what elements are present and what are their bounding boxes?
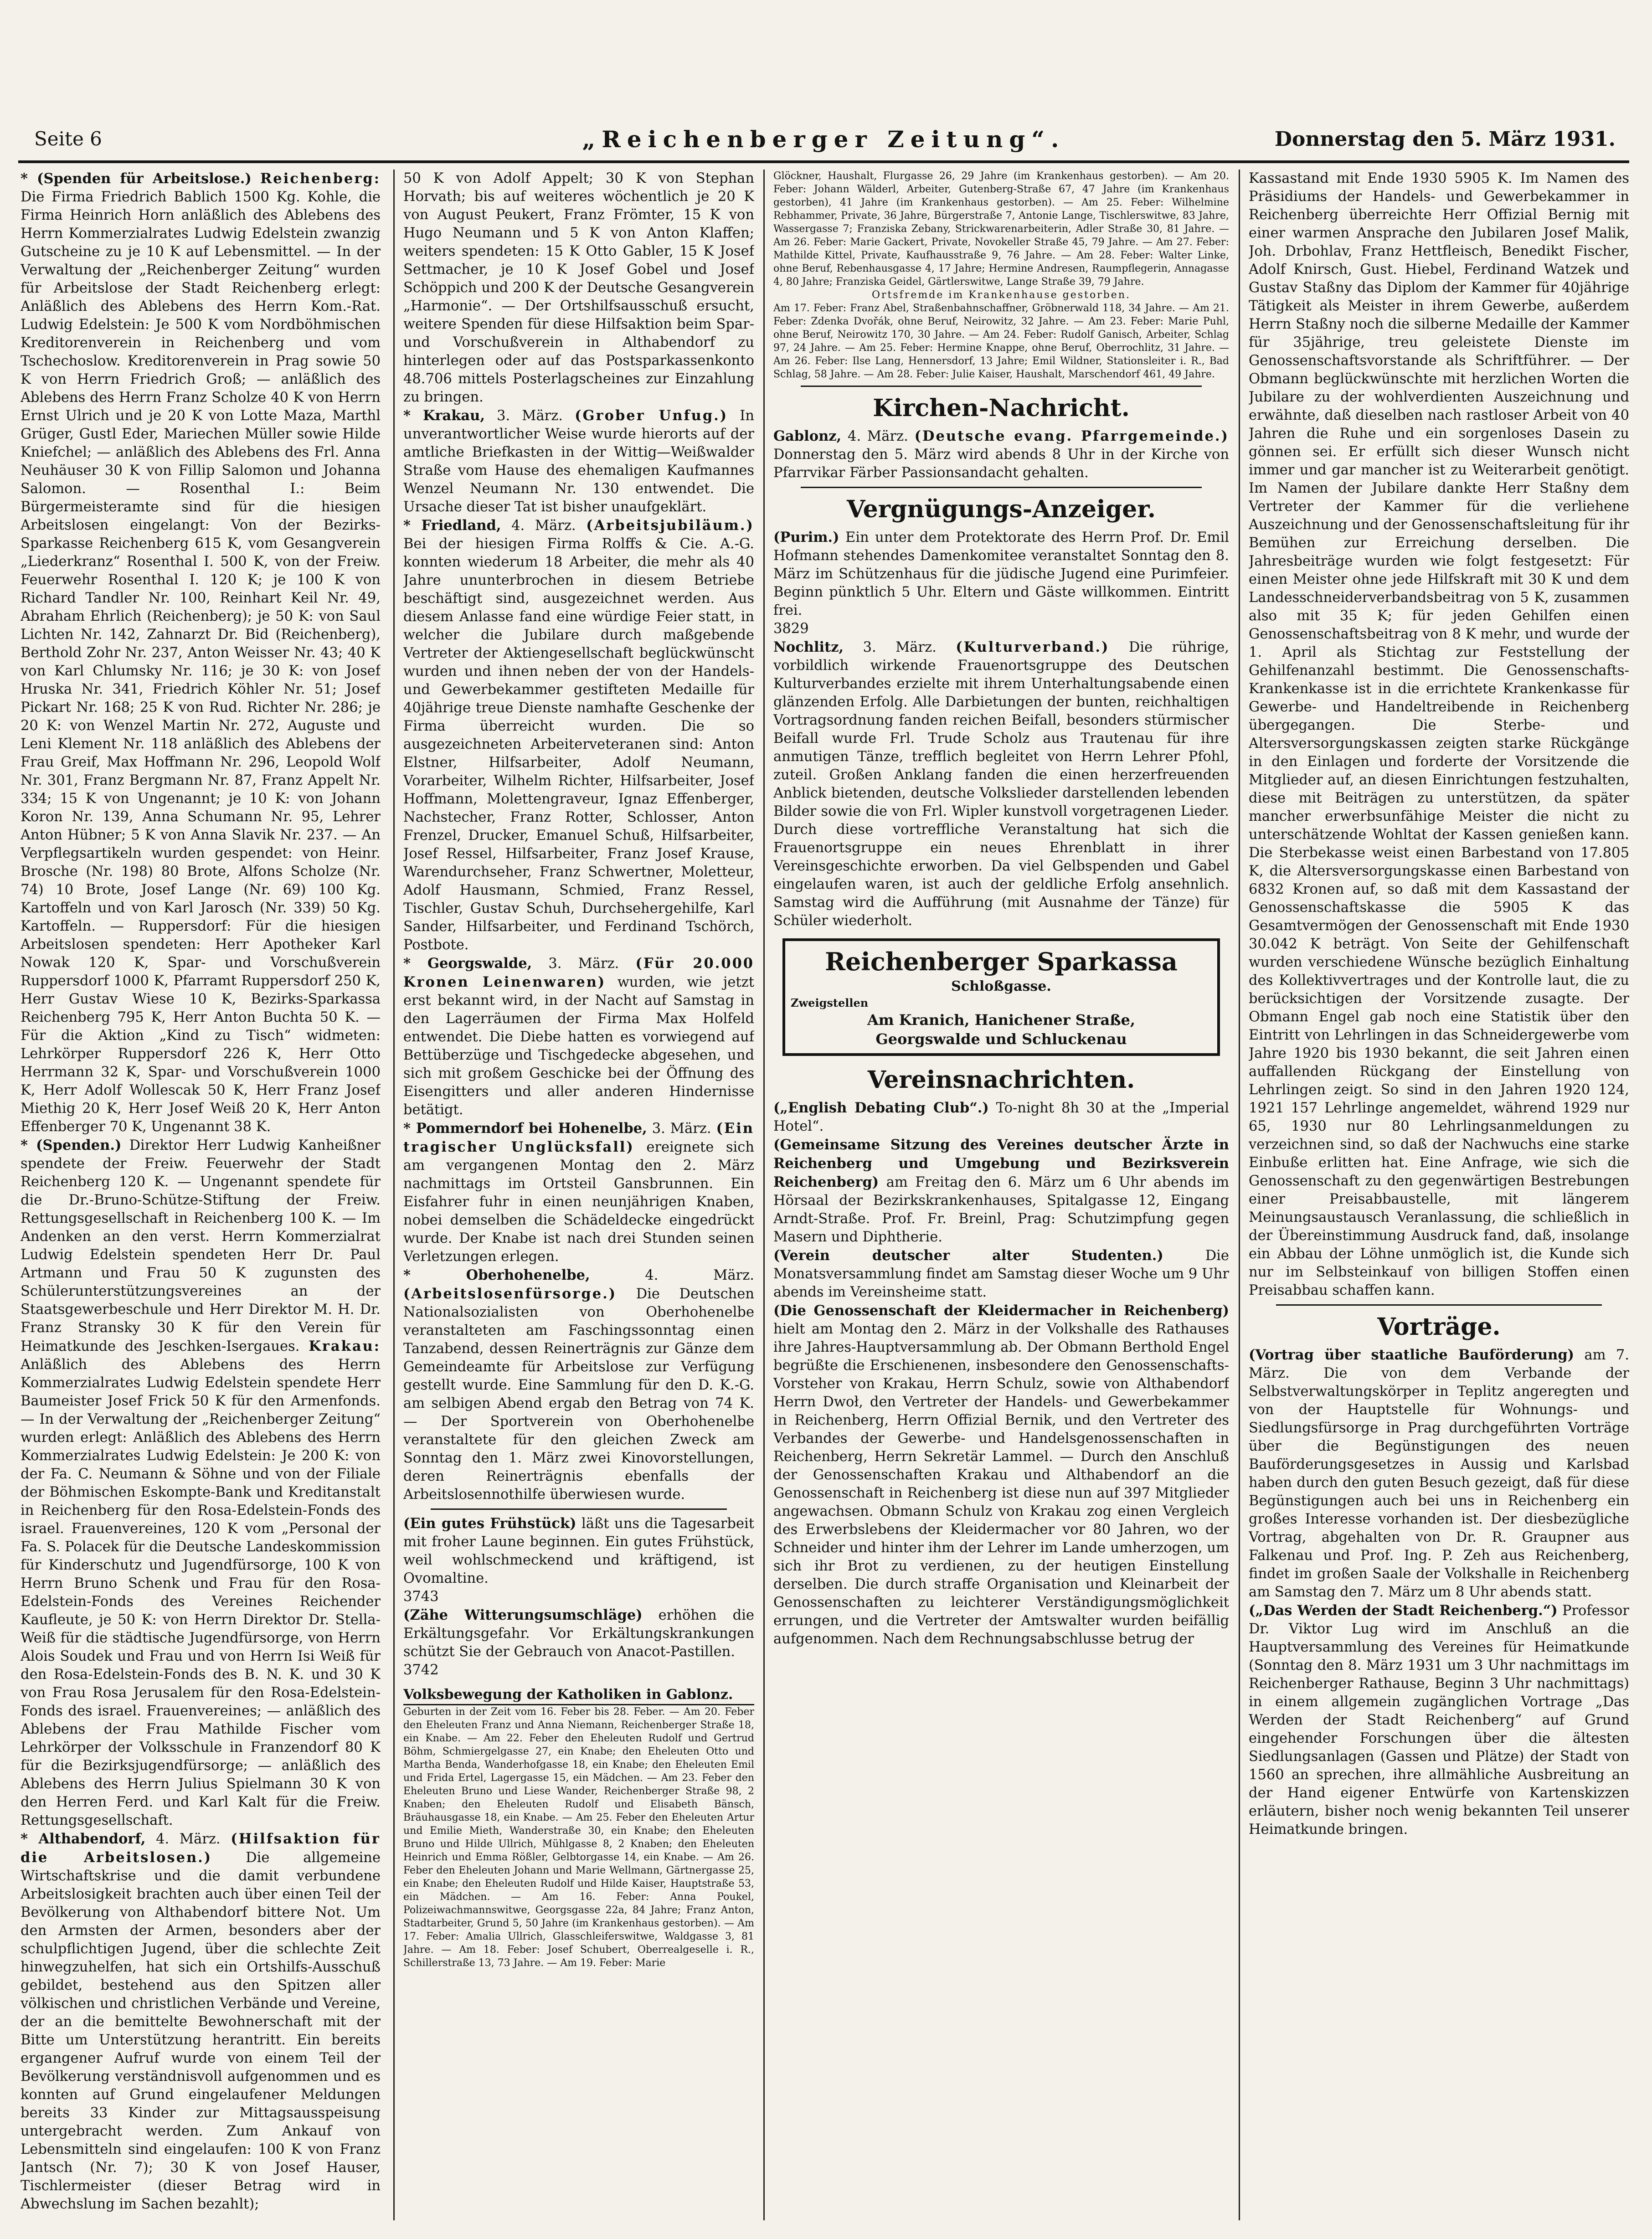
article-text: Donnerstag den 5. März wird abends 8 Uhr in der Kirche von Pfarrvikar Färber Passionsandacht gehalten. [773, 447, 1229, 481]
column-3 [773, 170, 1229, 1648]
notice-number: 3743 [403, 1589, 439, 1605]
article-head: (Gemeinsame Sitzung des Vereines deutscher Ärzte in Reichenberg und Umgebung und Bezirksverein Reichenberg) [773, 1137, 1229, 1190]
article-werden-reichenberg [1249, 1601, 1629, 1839]
article-text: hielt am Montag den 2. März in der Volkshalle des Rathauses ihre Jahres-Hauptversammlung ab. Der Obmann Berthold Engel begrüßte die Erschienenen, insbesondere den Genossenschafts-Vorsteher von Krakau, Herrn Schulz, sowie von Althabendorf Herrn Dwoł, den Vertreter der Handels- und Gewerbekammer in Reichenberg, Herrn Offizial Bernik, und den Vertreter des Verbandes der Gewerbe- und Handelsgenossenschaften in Reichenberg, Herrn Sekretär Lammel. — Durch den Anschluß der Genossenschaften Krakau und Althabendorf an die Genossenschaft in Reichenberg ist diese nun auf 397 Mitglieder angewachsen. Obmann Schulz von Krakau zog einen Vergleich des Erwerbslebens der Kleidermacher vor 80 Jahren, wo der Schneider und hinter ihm der Lehrer im Lande umherzogen, um sich ihr Brot zu verdienen, zu der heutigen Einstellung derselben. Die durch straffe Organisation und Kleinarbeit der Genossenschaften zu leichterer Verständigungsmöglichkeit errungen, und die Vertreter der Amtswalter wurden beifällig aufgenommen. Nach dem Rechnungsabschlusse betrug der [773, 1321, 1229, 1647]
article-title: (Kulturverband.) [956, 639, 1110, 655]
ad-bank-address: Schloßgasse. [951, 978, 1051, 994]
article-head: * (Spenden.) [21, 1137, 122, 1153]
article-spenden [21, 1136, 381, 1830]
sparkassa-advertisement [782, 938, 1220, 1056]
vital-statistics-text: Geburten in der Zeit vom 16. Feber bis 28. Feber. — Am 20. Feber den Eheleuten Franz und Anna Niemann, Reichenberger Straße 18, ein Knabe. — Am 22. Feber den Eheleuten Rudolf und Gertrud Böhm, Schmiergelgasse 27, ein Knabe; den Eheleuten Otto und Martha Benda, Wanderhofgasse 18, ein Knabe; den Eheleuten Emil und Frida Ertel, Lagergasse 15, ein Mädchen. — Am 23. Feber den Eheleuten Bruno und Liese Wander, Reichenberger Straße 98, 2 Knaben; den Eheleuten Rudolf und Elisabeth Bänsch, Bräuhausgasse 18, ein Knabe. — Am 25. Feber den Eheleuten Artur und Emilie Mieth, Wanderstraße 30, ein Knabe; den Eheleuten Bruno und Hilde Ullrich, Mühlgasse 8, 2 Knaben; den Eheleuten Heinrich und Emma Rößler, Gelbtorgasse 14, ein Knabe. — Am 26. Feber den Eheleuten Johann und Marie Wellmann, Gärtnergasse 25, ein Knabe; den Eheleuten Rudolf und Hilde Kaiser, Hauptstraße 53, ein Mädchen. — Am 16. Feber: Anna Poukel, Polizeiwachmannswitwe, Georgsgasse 22a, 84 Jahre; Franz Anton, Stadtarbeiter, Grund 5, 50 Jahre (im Krankenhaus gestorben). — Am 17. Feber: Amalia Ullrich, Glasschleiferswitwe, Waldgasse 3, 81 Jahre. — Am 18. Feber: Josef Schubert, Oberrealgeselle i. R., Schillerstraße 13, 73 Jahre. — Am 19. Feber: Marie [403, 1706, 754, 1969]
notice-text: erhöhen die Erkältungsgefahr. Vor Erkältungskrankungen schützt Sie der Gebrauch von Anacot-Pastillen. [403, 1607, 754, 1660]
article-date: 3. März. [497, 408, 563, 424]
article-head: (Die Genossenschaft der Kleidermacher in Reichenberg) [773, 1302, 1229, 1319]
article-title: (Deutsche evang. Pfarrgemeinde.) [914, 428, 1229, 444]
section-rule [431, 1508, 727, 1510]
article-date: 4. März. [645, 1267, 754, 1283]
article-head: * Althabendorf, [21, 1831, 146, 1847]
article-continuation [403, 170, 754, 407]
vital-statistics-text: Am 17. Feber: Franz Abel, Straßenbahnschaffner, Gröbnerwald 118, 34 Jahre. — Am 21. Feber: Zdenka Dvořák, ohne Beruf, Neirowitz, 32 Jahre. — Am 23. Feber: Marie Puhl, ohne Beruf, Neirowitz 170, 30 Jahre. — Am 24. Feber: Rudolf Ganisch, Arbeiter, Schlag 97, 24 Jahre. — Am 25. Feber: Hermine Knappe, ohne Beruf, Oberrochlitz, 31 Jahre. — Am 26. Feber: Ilse Lang, Hennersdorf, 13 Jahre; Emil Wildner, Stationsleiter i. R., Bad Schlag, 58 Jahre. — Am 28. Feber: Julie Kaiser, Haushalt, Marschendorf 461, 49 Jahre. [773, 303, 1229, 380]
article-head: * Pommerndorf bei Hohenelbe, [403, 1120, 647, 1137]
section-heading-lectures: Vorträge. [1377, 1313, 1501, 1341]
article-text: Ein unter dem Protektorate des Herrn Prof. Dr. Emil Hofmann stehendes Damenkomitee veranstaltet Sonntag den 8. März im Schützenhaus für die jüdische Jugend eine Purimfeier. Beginn pünktlich 5 Uhr. Eltern und Gäste willkommen. Eintritt frei. [773, 530, 1229, 618]
article-text: To-night 8h 30 at the „Imperial Hotel“. [773, 1100, 1229, 1134]
article-title: (Grober Unfug.) [575, 407, 728, 424]
article-head: (Verein deutscher alter Studenten.) [773, 1247, 1163, 1264]
article-text: In unverantwortlicher Weise wurde hierorts auf der amtliche Briefkasten in der Wittig—Weißwalder Straße vom Hause des ehemaligen Kaufmannes Wenzel Neumann Nr. 130 entwendet. Die Ursache dieser Tat ist bisher unaufgeklärt. [403, 408, 754, 515]
ad-branches-label: Zweigstellen [791, 996, 869, 1009]
article-date: 4. März. [156, 1831, 221, 1847]
article-nochlitz [773, 638, 1229, 930]
article-head: * Krakau, [403, 407, 485, 424]
article-text: Die allgemeine Wirtschaftskrise und die damit verbundene Arbeitslosigkeit brachten auch über einen Teil der Bevölkerung von Althabendorf bittere Not. Um den Armsten der Armen, besonders aber der schulpflichtigen Jugend, über die schlechte Zeit hinwegzuhelfen, hat sich ein Ortshilfs-Ausschuß gebildet, bestehend aus den Spitzen aller völkischen und christlichen Verbände und Vereine, der an die bemittelte Bewohnerschaft mit der Bitte um Unterstützung herantritt. Ein bereits ergangener Aufruf wurde von einem Teil der Bevölkerung verständnisvoll aufgenommen und es konnten auf Grund eingelaufener Meldungen bereits 33 Kinder zur Mittagsausspeisung untergebracht werden. Zum Ankauf von Lebensmitteln sind eingelaufen: 100 K von Franz Jantsch (Nr. 7); 30 K von Josef Hauser, Tischlermeister (dieser Betrag wird in Abwechslung im Sachen bezahlt); [21, 1850, 381, 2212]
issue-date: Donnerstag den 5. März 1931. [1274, 128, 1616, 151]
article-date: 3. März. [863, 639, 937, 655]
article-georgswalde [403, 954, 754, 1119]
notice-head: (Ein gutes Frühstück) [403, 1515, 576, 1532]
article-althabendorf [21, 1830, 381, 2213]
section-rule [1276, 1304, 1602, 1306]
article-text: 50 K von Adolf Appelt; 30 K von Stephan Horvath; bis auf weiteres wöchentlich je 20 K von August Peukert, Franz Frömter, 15 K von Hugo Neumann und 5 K von Anton Klaffen; weiters spendeten: 15 K Otto Gabler, 15 K Josef Settmacher, je 10 K Josef Gobel und Josef Schöppich und 200 K der Deutsche Gesangverein „Harmonie“. — Der Ortshilfsausschuß ersucht, weitere Spenden für diese Hilfsaktion beim Spar- und Vorschußverein in Althabendorf zu hinterlegen oder auf das Postsparkassenkonto 48.706 mittels Posterlagscheines zur Einzahlung zu bringen. [403, 170, 754, 405]
article-title: (Hilfsaktion für die Arbeitslosen.) [21, 1831, 381, 1866]
section-heading-associations: Vereinsnachrichten. [867, 1066, 1135, 1094]
article-krakau [403, 407, 754, 516]
article-text: Die Monatsversammlung findet am Samstag dieser Woche um 9 Uhr abends im Vereinsheime statt. [773, 1248, 1229, 1300]
article-text: Die Deutschen Nationalsozialisten von Oberhohenelbe veranstalteten am Faschingssonntag einen Tanzabend, dessen Reinerträgnis zur Gänze dem Gemeindeamte für Arbeitslose zur Verfügung gestellt wurde. Eine Sammlung für den D. K.-G. am selbigen Abend ergab den Betrag von 74 K. — Der Sportverein von Oberhohenelbe veranstaltete für den gleichen Zweck am Sonntag den 1. März zwei Kinovorstellungen, deren Reinerträgnis ebenfalls der Arbeitslosennothilfe überwiesen wurde. [403, 1286, 754, 1503]
article-baufoerderung [1249, 1346, 1629, 1601]
notice-number: 3742 [403, 1662, 439, 1678]
page-header [18, 124, 1629, 156]
article-head: Gablonz, [773, 428, 842, 444]
article-text: am 7. März. Die von dem Verbande der Selbstverwaltungskörper in Teplitz angeregten und von der Hauptstelle für Wohnungs- und Siedlungsfürsorge in Prag durchgeführten Vorträge über die Begünstigungen des neuen Bauförderungsgesetzes in Aussig und Karlsbad haben durch den guten Besuch gezeigt, daß für diese Begünstigungen auch bei uns in Reichenberg ein großes Interesse vorhanden ist. Der diesbezügliche Vortrag, abgehalten von Dr. R. Graupner aus Falkenau und Prof. Ing. P. Zeh aus Reichenberg, findet im großen Saale der Volkshalle in Reichenberg am Samstag den 7. März um 8 Uhr abends statt. [1249, 1347, 1629, 1600]
notice-text: läßt uns die Tagesarbeit mit froher Laune beginnen. Ein gutes Frühstück, weil wohlschmeckend und kräftigend, ist Ovomaltine. [403, 1516, 754, 1586]
article-gablonz-church [773, 427, 1229, 482]
ad-bank-name: Reichenberger Sparkassa [825, 947, 1178, 976]
article-text: ereignete sich am vergangenen Montag den 2. März nachmittags im Ortsteil Gansbrunnen. Ein Eisfahrer fuhr in einen neunjährigen Knaben, nobei demselben die Schädeldecke eingedrückt wurde. Der Knabe ist nach drei Stunden seinen Verletzungen erlegen. [403, 1139, 754, 1265]
article-head: Nochlitz, [773, 639, 844, 655]
column-2 [403, 170, 754, 1970]
notice-ovomaltine [403, 1514, 754, 1588]
section-heading-entertainment: Vergnügungs-Anzeiger. [847, 495, 1156, 523]
article-text: Professor Dr. Viktor Lug wird im Anschluß an die Hauptversammlung des Vereines für Heimatkunde (Sonntag den 8. März 1931 um 3 Uhr nachmittags im Reichenberger Rathause, Beginn 3 Uhr nachmittags) in einem allgemein zugänglichen Vortrage „Das Werden der Stadt Reichenberg“ auf Grund eingehender Forschungen über die ältesten Siedlungsanlagen (Gassen und Plätze) der Stadt von 1560 an sprechen, ihre allmähliche Ausbreitung an der Hand eigener Entwürfe von Kartenskizzen erläutern, bisher noch wenig bekannten Teil unserer Heimatkunde bringen. [1249, 1603, 1629, 1838]
article-title: (Ein tragischer Unglücksfall) [403, 1120, 754, 1155]
column-4 [1249, 170, 1629, 1839]
article-head: * Friedland, [403, 517, 501, 534]
article-aerzte [773, 1136, 1229, 1246]
header-rule [18, 160, 1629, 163]
article-oberhohenelbe [403, 1266, 754, 1504]
page-number: Seite 6 [34, 128, 102, 150]
article-text: Bei der hiesigen Firma Rolffs & Cie. A.-G. konnten wiederum 18 Arbeiter, die mehr als 40 Jahre ununterbrochen in diesem Betriebe beschäftigt sind, ausgezeichnet werden. Aus diesem Anlasse fand eine würdige Feier statt, in welcher die Jubilare durch maßgebende Vertreter der Aktiengesellschaft beglückwünscht wurden und ihnen neben der von der Handels- und Gewerbekammer gestifteten Medaille für 40jährige treue Dienste namhafte Geschenke der Firma überreicht wurden. Die so ausgezeichneten Arbeiterveteranen sind: Anton Elstner, Hilfsarbeiter, Adolf Neumann, Vorarbeiter, Wilhelm Richter, Hilfsarbeiter, Josef Hoffmann, Molettengraveur, Ignaz Effenberger, Nachstecher, Franz Rotter, Schlosser, Anton Frenzel, Drucker, Emanuel Schuß, Hilfsarbeiter, Josef Ressel, Hilfsarbeiter, Franz Josef Krause, Warendurchseher, Franz Schwertner, Moletteur, Adolf Hausmann, Schmied, Franz Ressel, Tischler, Gustav Schuh, Durchsehergehilfe, Karl Sander, Hilfsarbeiter, und Ferdinand Tschörch, Postbote. [403, 536, 754, 953]
vital-statistics-text: Glöckner, Haushalt, Flurgasse 26, 29 Jahre (im Krankenhaus gestorben). — Am 20. Feber: Johann Wälderl, Arbeiter, Gutenberg-Straße 67, 47 Jahre (im Krankenhaus gestorben), 41 Jahre (im Krankenhaus gestorben). — Am 25. Feber: Wilhelmine Rebhammer, Private, 36 Jahre, Bürgerstraße 7, Antonie Lange, Tischlerswitwe, 83 Jahre, Wassergasse 7; Franziska Zebany, Strickwarenarbeiterin, Adler Straße 30, 81 Jahre. — Am 26. Feber: Marie Gackert, Private, Novokeller Straße 45, 79 Jahre. — Am 27. Feber: Mathilde Kittel, Private, Kaufhausstraße 9, 76 Jahre. — Am 28. Feber: Walter Linke, ohne Beruf, Rebenhausgasse 4, 17 Jahre; Hermine Andresen, Raumpflegerin, Annagasse 4, 80 Jahre; Franziska Geidel, Gärtlerswitwe, Lange Straße 39, 79 Jahre. [773, 170, 1229, 288]
article-title: (Arbeitsjubiläum.) [586, 517, 754, 534]
article-head: (Purim.) [773, 529, 839, 546]
article-kleidermacher [773, 1302, 1229, 1648]
article-date: 4. März. [848, 428, 908, 444]
article-head: * Oberhohenelbe, [403, 1267, 590, 1283]
article-text: Direktor Herr Ludwig Kanheißner spendete der Freiw. Feuerwehr der Stadt Reichenberg 120 K. — Ungenannt spendete für die Dr.-Bruno-Schütze-Stiftung der Freiw. Rettungsgesellschaft in Reichenberg 100 K. — Im Andenken an den verst. Herrn Kommerzialrat Ludwig Edelstein spendeten Herr Dr. Paul Artmann und Frau 50 K zugunsten des Schülerunterstützungsvereines an der Staatsgewerbeschule und Herr Direktor M. H. Dr. Franz Stransky 30 K für den Verein für Heimatkunde des Jeschken-Isergaues. [21, 1138, 381, 1354]
section-rule [801, 386, 1202, 387]
article-head: * (Spenden für Arbeitslose.) [21, 170, 252, 187]
article-head: * Georgswalde, [403, 955, 532, 972]
article-head: (Vortrag über staatliche Bauförderung) [1249, 1347, 1575, 1363]
notice-number: 3829 [773, 621, 809, 637]
article-friedland [403, 516, 754, 954]
ad-branches-line2: Georgswalde und Schluckenau [875, 1030, 1127, 1048]
ad-branches-line1: Am Kranich, Hanichener Straße, [867, 1011, 1136, 1029]
article-text: Anläßlich des Ablebens des Herrn Kommerzialrates Ludwig Edelstein spendete Herr Baumeister Josef Frick 50 K für den Armenfonds. — In der Verwaltung der „Reichenberger Zeitung“ wurden erlegt: Anläßlich des Ablebens des Herrn Kommerzialrates Ludwig Edelstein: Je 200 K: von der Fa. C. Neumann & Söhne und von der Filiale der Böhmischen Eskompte-Bank und Kreditanstalt in Reichenberg für den Rosa-Edelstein-Fonds des israel. Frauenvereines, 120 K vom „Personal der Fa. S. Polacek für die Deutsche Landeskommission für Kinderschutz und Jugendfürsorge, 100 K von Herrn Bruno Schenk und Frau für den Rosa-Edelstein-Fonds des Vereines Reichender Kaufleute, je 50 K: von Herrn Direktor Dr. Stella-Weiß für die städtische Jugendfürsorge, von Herrn Alois Soudek und Frau und von Herrn Isi Weiß für den Rosa-Edelstein-Fonds des B. N. K. und 30 K von Frau Rosa Jerusalem für den Rosa-Edelstein-Fonds des israel. Frauenvereines; — anläßlich des Ablebens der Frau Mathilde Fischer vom Lehrkörper der Volksschule in Franzendorf 80 K für die Bezirksjugendfürsorge; — anläßlich des Ablebens des Herrn Julius Spielmann 30 K von den Herren Ferd. und Karl Kalt für die Freiw. Rettungsgesellschaft. [21, 1357, 381, 1828]
column-divider [1239, 170, 1240, 2220]
article-spenden-arbeitslose [21, 170, 381, 1136]
article-purim [773, 528, 1229, 620]
article-text: Die Firma Friedrich Bablich 1500 Kg. Kohle, die Firma Heinrich Horn anläßlich des Ablebens des Herrn Kommerzialrates Ludwig Edelstein zwanzig Gutscheine zu je 10 K auf Lebensmittel. — In der Verwaltung der „Reichenberger Zeitung“ wurden für Arbeitslose der Stadt Reichenberg erlegt: Anläßlich des Ablebens des Herrn Kom.-Rat. Ludwig Edelstein: Je 500 K vom Nordböhmischen Kreditorenverein in Reichenberg und vom Tschechoslow. Kreditorenverein in Prag sowie 50 K von Herrn Friedrich Groß; — anläßlich des Ablebens des Herrn Franz Scholze 40 K von Herrn Ernst Ulrich und je 20 K von Lotte Maza, Marthl Grüger, Gustl Eder, Mariechen Müller sowie Hilde Kniefchel; — anläßlich des Ablebens des Frl. Anna Neuhäuser 30 K von Fillip Salomon und Johanna Salomon. — Rosenthal I.: Beim Bürgermeisteramte sind für die hiesigen Arbeitslosen eingelangt: Von der Bezirks-Sparkasse Reichenberg 615 K, vom Gesangverein „Liederkranz“ Rosenthal I. 500 K, von der Freiw. Feuerwehr Rosenthal I. 120 K; je 100 K von Richard Tandler Nr. 100, Reinhart Keil Nr. 49, Abraham Ehrlich (Reichenberg); je 50 K: von Saul Lichten Nr. 142, Zahnarzt Dr. Bid (Reichenberg), Berthold Zohr Nr. 237, Anton Weisser Nr. 43; 40 K von Karl Chlumsky Nr. 116; je 30 K: von Josef Hruska Nr. 341, Friedrich Köhler Nr. 51; Josef Pickart Nr. 168; 25 K von Rud. Richter Nr. 286; je 20 K: von Wenzel Martin Nr. 272, Auguste und Leni Klement Nr. 118 anläßlich des Ablebens der Frau Greif, Max Hoffmann Nr. 296, Leopold Wolf Nr. 301, Franz Bergmann Nr. 87, Franz Appelt Nr. 334; 15 K von Ungenannt; je 10 K: von Johann Koron Nr. 139, Anna Schumann Nr. 95, Lehrer Anton Hübner; 5 K von Anna Slavik Nr. 237. — An Verpflegsartikeln wurden gespendet: von Heinr. Brosche (Nr. 198) 80 Brote, Alfons Scholze (Nr. 74) 10 Brote, Josef Lange (Nr. 69) 100 Kg. Kartoffeln und von Karl Jarosch (Nr. 339) 50 Kg. Kartoffeln. — Ruppersdorf: Für die hiesigen Arbeitslosen spendeten: Herr Apotheker Karl Nowak 120 K, Spar- und Vorschußverein Ruppersdorf 1000 K, Pfarramt Ruppersdorf 250 K, Herr Gustav Wiese 10 K, Bezirks-Sparkassa Reichenberg 795 K, Herr Anton Buchta 50 K. — Für die Aktion „Kind zu Tisch“ widmeten: Lehrkörper Ruppersdorf 226 K, Herr Otto Herrmann 32 K, Spar- und Vorschußverein 1000 K, Herr Adolf Wollescak 50 K, Herr Franz Josef Miethig 20 K, Herr Josef Weiß 20 K, Herr Anton Effenberger 70 K, Ungenannt 38 K. [21, 189, 381, 1135]
article-title: (Für 20.000 Kronen Leinenwaren) [403, 955, 754, 990]
column-1 [21, 170, 381, 2213]
notice-anacot [403, 1606, 754, 1661]
article-pommerndorf [403, 1119, 754, 1266]
article-date: 3. März. [548, 956, 619, 972]
article-text: wurden, wie jetzt erst bekannt wird, in der Nacht auf Samstag in den Lagerräumen der Firma Max Holfeld entwendet. Die Diebe hatten es vorwiegend auf Bettüberzüge und Tischgedecke abgesehen, und sich mit großem Geschicke bei der Öffnung des Eisengitters und aller anderen Hindernisse betätigt. [403, 974, 754, 1118]
article-kleidermacher-continued [1249, 170, 1629, 1300]
article-alte-studenten [773, 1246, 1229, 1302]
article-debating-club [773, 1099, 1229, 1136]
column-divider [393, 170, 395, 2220]
article-date: 4. März. [511, 518, 576, 534]
vital-statistics-subhead: Ortsfremde im Krankenhause gestorben. [872, 289, 1131, 301]
article-title: (Arbeitslosenfürsorge.) [403, 1286, 617, 1302]
section-rule [801, 487, 1202, 488]
article-date: 3. März. [652, 1121, 711, 1137]
article-text: am Freitag den 6. März um 6 Uhr abends im Hörsaal der Bezirkskrankenhauses, Spitalgasse 12, Eingang Arndt-Straße. Prof. Fr. Breinl, Prag: Schutzimpfung gegen Masern und Diphtherie. [773, 1174, 1229, 1245]
vital-statistics-heading: Volksbewegung der Katholiken in Gablonz. [403, 1686, 754, 1705]
newspaper-title: „Reichenberger Zeitung“. [582, 126, 1065, 153]
article-head: („Das Werden der Stadt Reichenberg.“) [1249, 1602, 1558, 1619]
article-head: („English Debating Club“.) [773, 1100, 989, 1116]
article-text: Kassastand mit Ende 1930 5905 K. Im Namen des Präsidiums der Handels- und Gewerbekammer in Reichenberg überreichte Herr Offizial Bernig mit einer warmen Ansprache den Jubilaren Josef Malik, Joh. Drbohlav, Franz Hettfleisch, Benedikt Fischer, Adolf Knirsch, Gust. Hiebel, Ferdinand Watzek und Gustav Staßny das Diplom der Kammer für 40jährige Tätigkeit als Meister in ihrem Gewerbe, außerdem Herrn Staßny noch die silberne Medaille der Kammer für 35jährige, treu geleistete Dienste im Genossenschaftsvorstande als Schriftführer. — Der Obmann beglückwünschte mit herzlichen Worten die Jubilare zu der wohlverdienten Auszeichnung und erwähnte, daß dieselben nach rastloser Arbeit von 40 Jahren die Ruhe und ein sorgenloses Dasein zu gönnen sei. Er erfüllt sich dieser Wunsch nicht immer und gar mancher ist zu Weiterarbeit genötigt. Im Namen der Jubilare dankte Herr Staßny dem Vertreter der Kammer für die verliehene Auszeichnung und der Genossenschaftsleitung für ihr Bemühen zur Erreichung derselben. Die Jahresbeiträge wurden wie folgt festgesetzt: Für einen Meister ohne jede Hilfskraft mit 30 K und dem Landesschneiderverbandsbeitrag von 5 K, zusammen also mit 35 K; für jeden Gehilfen einen Genossenschaftsbeitrag von 8 K mehr, und wurde der 1. April als Stichtag zur Feststellung der Gehilfenanzahl bestimmt. Die Genossenschafts-Krankenkasse ist in die errichtete Krankenkasse für Gewerbe- und Handeltreibende in Reichenberg übergegangen. Die Sterbe- und Altersversorgungskassen zeigten starke Rückgänge in den Einlagen und forderte der Vorsitzende die Mitglieder auf, an diesen Einrichtungen festzuhalten, diese mit Beiträgen zu unterstützen, da später mancher erwerbsunfähige Meister die nicht zu unterschätzende Wohltat der Kassen genießen kann. Die Sterbekasse weist einen Barbestand von 17.805 K, die Altersversorgungskasse einen Barbestand von 6832 Kronen auf, so daß mit dem Kassastand der Genossenschaftskasse die 5905 K das Gesamtvermögen der Genossenschaft mit Ende 1930 30.042 K beträgt. Von Seite der Gehilfenschaft wurden verschiedene Wünsche bezüglich Einhaltung des Kollektivvertrages und der Kontrolle laut, die zu berücksichtigen der Vorsitzende zusagte. Der Obmann Engel gab noch eine Statistik über den Eintritt von Lehrlingen in das Schneidergewerbe vom Jahre 1920 bis 1930 bekannt, die seit Jahren einen auffallenden Rückgang der Einstellung von Lehrlingen zeigt. So sind in den Jahren 1920 124, 1921 157 Lehrlinge angemeldet, während 1929 nur 65, 1930 nur 80 Lehrlingsanmeldungen zu verzeichnen sind, so daß der Nachwuchs eine starke Einbuße erlitten hat. Eine Anfrage, wie sich die Genossenschaft zu den gegenwärtigen Bestrebungen einer Preisabbaustelle, mit längerem Meinungsaustausch Veranlassung, die schließlich in der Übereinstimmung Ausdruck fand, daß, insolange ein Abbau der Löhne unmöglich ist, die Kunde sich nur im Selbsteinkauf von billigen Stoffen einen Preisabbau schaffen kann. [1249, 170, 1629, 1298]
article-text: Die rührige, vorbildlich wirkende Frauenortsgruppe des Deutschen Kulturverbandes erzielte mit ihrem Unterhaltungsabende einen glänzenden Erfolg. Alle Darbietungen der bunten, reichhaltigen Vortragsordnung fanden reichen Beifall, besonders stürmischer Beifall wurde Frl. Trude Scholz aus Trautenau für ihre anmutigen Tänze, trefflich begleitet von Herrn Lehrer Pfohl, zuteil. Großen Anklang fanden die einen herzerfreuenden Anblick bietenden, deutsche Volkslieder darstellenden lebenden Bilder sowie die von Frl. Wipler kunstvoll vorgetragenen Lieder. Durch diese vortreffliche Veranstaltung hat sich die Frauenortsgruppe ein neues Ehrenblatt in ihrer Vereinsgeschichte erworben. Da viel Gelbspenden und Gabel eingelaufen waren, ist auch der geldliche Erfolg ansehnlich. Samstag wird die Aufführung (mit Ausnahme der Tänze) für Schüler wiederholt. [773, 639, 1229, 929]
place-name: Krakau: [309, 1338, 381, 1354]
section-heading-church: Kirchen-Nachricht. [873, 394, 1130, 422]
notice-head: (Zähe Witterungsumschläge) [403, 1607, 643, 1623]
column-divider [763, 170, 765, 2220]
place-name: Reichenberg: [260, 170, 381, 187]
